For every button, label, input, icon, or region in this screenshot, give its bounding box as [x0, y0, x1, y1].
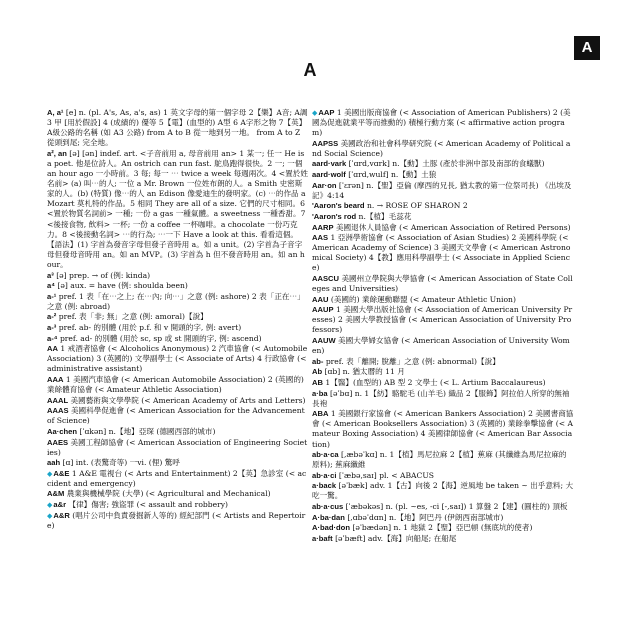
entry-definition: 1 美國出版商協會 (< Association of American Publishers) 2 (美國為促進就業平等而推動的) 積極行動方案 (< affirmative action program) — [312, 108, 571, 138]
entry-headword: A·bad·don — [312, 523, 350, 533]
entry-headword: 'Aaron's beard — [312, 201, 365, 211]
dictionary-entry — [47, 108, 309, 148]
entry-headword: AAPSS — [312, 138, 339, 148]
entry-headword: a-² — [47, 312, 57, 322]
entry-headword: aard·wolf — [312, 170, 346, 180]
dictionary-entry — [47, 334, 309, 344]
entry-definition: [ˈæbə,saɪ] pl. < ABACUS — [338, 470, 434, 480]
entry-definition: (美國的) 業餘運動聯盟 (< Amateur Athletic Union) — [330, 294, 516, 304]
entry-headword: aah — [47, 458, 61, 468]
entry-definition: pref. ab- 的別體 (用於 p.f. 和 v 開頭的字, 例: avert) — [58, 322, 242, 332]
entry-headword: aard·vark — [312, 159, 347, 169]
dictionary-entry — [312, 481, 574, 501]
dictionary-entry — [312, 108, 574, 138]
entry-definition: [,ɑbəˈdɑn] n.【地】阿巴丹 (伊朗西南部城市) — [347, 512, 504, 522]
new-entry-marker-icon: ◆ — [47, 469, 53, 478]
new-entry-marker-icon: ◆ — [312, 109, 318, 117]
dictionary-entry — [312, 513, 574, 523]
dictionary-entry — [312, 367, 574, 377]
dictionary-entry — [47, 149, 309, 270]
right-column — [312, 108, 574, 608]
entry-definition: 美國退休人員協會 (< American Association of Retired Persons) — [335, 222, 571, 232]
entry-headword: AA — [47, 344, 58, 354]
entry-headword: AAES — [47, 437, 69, 447]
entry-headword: AAP — [318, 108, 335, 117]
dictionary-entry — [47, 344, 309, 374]
entry-definition: pref. 表「離開; 脫離」之意 (例: abnormal)【說】 — [325, 356, 500, 366]
entry-headword: a³ — [47, 270, 54, 280]
dictionary-entry — [312, 139, 574, 159]
entry-headword: ab·a·ca — [312, 450, 339, 460]
entry-headword: A&M — [47, 489, 65, 499]
dictionary-entry — [312, 534, 574, 544]
entry-definition: 【律】傷害; 強盜罪 (< assault and robbery) — [68, 500, 228, 510]
entry-definition: 1 美國大學出版社協會 (< Association of American University Presses) 2 美國大學教授協會 (< American Association of University Professors) — [312, 305, 573, 335]
entry-headword: a-¹ — [47, 291, 57, 301]
entry-definition: [ə] prep. → of (例: kinda) — [56, 270, 151, 280]
entry-definition: 1 美國銀行家協會 (< American Bankers Association) 2 美國書商協會 (< American Booksellers Association) 3 (英國的) 業餘拳擊協會 (< Amateur Boxing Association) 4 美國律師協會 (< American Bar Association) — [312, 409, 574, 449]
entry-headword: a·ba — [312, 388, 328, 398]
dictionary-entry — [47, 500, 309, 510]
entry-headword: a⁴ — [47, 281, 55, 291]
entry-definition: [,æbəˈkɑ] n. 1【植】馬尼拉麻 2【植】蕉麻 (其纖維為馬尼拉麻的原料); 蕉麻纖維 — [312, 450, 567, 470]
entry-definition: 美國工程師協會 (< American Association of Engineering Societies) — [47, 437, 308, 457]
dictionary-entry — [312, 450, 574, 470]
dictionary-entry — [312, 170, 574, 180]
dictionary-entry — [312, 502, 574, 512]
entry-definition: (唱片公司中負責發掘新人等的) 經紀部門 (< Artists and Repertoire) — [47, 510, 306, 530]
entry-definition: 美國科學促進會 (< American Association for the Advancement of Science) — [47, 406, 305, 426]
dictionary-entry — [47, 312, 309, 322]
entry-definition: [ɑ] int. (表驚奇等) 一vi. (俚) 驚呼 — [62, 458, 180, 468]
entry-definition: [ɑb] n. 猶太曆的 11 月 — [324, 367, 405, 377]
entry-headword: AARP — [312, 222, 334, 232]
entry-definition: [ˈɑrd,vɑrk] n.【動】土豚 (產於非洲中部及南部的食蟻獸) — [348, 159, 545, 169]
dictionary-entry — [47, 292, 309, 312]
entry-headword: a-⁴ — [47, 333, 58, 343]
entry-headword: ABA — [312, 409, 329, 419]
dictionary-entry — [312, 389, 574, 409]
entry-headword: ab·a·cus — [312, 502, 344, 512]
entry-definition: [ˈɑrd,wulf] n.【動】土狼 — [348, 170, 437, 180]
dictionary-entry — [47, 281, 309, 291]
entry-definition: 1 A&E 電視台 (< Arts and Entertainment) 2【英】急診室 (< accident and emergency) — [47, 468, 307, 488]
entry-definition: 農業與機械學院 (大學) (< Agricultural and Mechanical) — [66, 489, 271, 499]
dictionary-entry — [312, 378, 574, 388]
entry-definition: [əˈbæft] adv.【海】向船尾; 在船尾 — [335, 533, 457, 543]
entry-definition: 美國政治和社會科學研究院 (< American Academy of Political and Social Science) — [312, 138, 571, 158]
dictionary-entry — [312, 223, 574, 233]
dictionary-entry — [47, 458, 309, 468]
entry-definition: pref. 表「非; 無」之意 (例: amoral)【說】 — [58, 312, 208, 322]
entry-definition: 1【醫】(血型的) AB 型 2 文學士 (< L. Artium Baccalaureus) — [325, 377, 546, 387]
entry-headword: AAUP — [312, 305, 334, 315]
dictionary-entry — [47, 375, 309, 395]
entry-headword: a·back — [312, 481, 337, 491]
dictionary-entry — [47, 489, 309, 499]
entry-headword: AAUW — [312, 336, 336, 346]
entry-headword: a&r — [53, 500, 67, 510]
entry-headword: Ab — [312, 367, 323, 377]
dictionary-entry — [312, 305, 574, 335]
new-entry-marker-icon: ◆ — [47, 501, 53, 510]
entry-definition: 美國州立學院與大學協會 (< American Association of State Colleges and Universities) — [312, 274, 573, 294]
new-entry-marker-icon: ◆ — [47, 511, 53, 520]
thumb-index-tab: A — [574, 36, 600, 60]
dictionary-entry — [312, 159, 574, 169]
entry-headword: ab·a·ci — [312, 470, 337, 480]
entry-definition: [ˈæbəkəs] n. (pl. ~es, -ci [-,saɪ]) 1 算盤 2【建】(圓柱的) 頂板 — [345, 502, 568, 512]
dictionary-entry — [47, 323, 309, 333]
dictionary-entry — [47, 396, 309, 406]
dictionary-entry — [312, 212, 574, 222]
dictionary-entry — [312, 233, 574, 273]
section-letter-heading: A — [303, 60, 317, 80]
entry-headword: A·ba·dan — [312, 512, 345, 522]
dictionary-entry — [47, 271, 309, 281]
entry-definition: 1 美國汽車協會 (< American Automobile Association) 2 (英國的) 業餘體育協會 (< Amateur Athletic Association) — [47, 374, 304, 395]
entry-headword: A, a¹ — [47, 108, 64, 117]
dictionary-entry — [312, 295, 574, 305]
dictionary-entry — [312, 336, 574, 356]
left-column — [47, 108, 309, 608]
entry-headword: a-³ — [47, 322, 57, 332]
entry-definition: n. → ROSE OF SHARON 2 — [367, 201, 468, 211]
dictionary-entry — [312, 274, 574, 294]
entry-definition: [ˈɛrən] n.【聖】亞倫 (摩西的兄長, 猶太教的第一位祭司長) 《出埃及記》4:14 — [312, 180, 572, 200]
entry-headword: Aa·chen — [47, 426, 77, 436]
entry-definition: 美國大學婦女協會 (< American Association of University Women) — [312, 336, 570, 356]
entry-headword: a², an — [47, 148, 67, 158]
entry-definition: [ˈɑkən] n.【地】亞琛 (德國西部的城市) — [79, 426, 216, 436]
entry-headword: AAU — [312, 294, 329, 304]
dictionary-entry — [312, 523, 574, 533]
entry-headword: A&E — [53, 468, 70, 478]
dictionary-entry — [312, 201, 574, 211]
entry-headword: A&R — [53, 510, 70, 520]
entry-headword: AB — [312, 377, 323, 387]
entry-definition: [ə] aux. = have (例: shoulda been) — [57, 281, 188, 291]
entry-definition: 1 亞洲學術協會 (< Association of Asian Studies) 2 美國科學院 (< American Academy of Science) 3 美國天文學會 (< American Astronomical Society) 4【教】應用科學副學士 (< Associate in Applied Science) — [312, 233, 571, 273]
dictionary-entry — [47, 427, 309, 437]
entry-headword: AAS — [312, 233, 329, 243]
dictionary-entry — [47, 469, 309, 489]
entry-definition: 美國藝術與文學學院 (< American Academy of Arts and Letters) — [70, 395, 306, 405]
dictionary-entry — [312, 471, 574, 481]
entry-headword: Aar·on — [312, 180, 337, 190]
entry-definition: [əˈbæk] adv. 1【古】向後 2【海】逆風地 be taken ~ 出乎意料; 大吃一驚。 — [312, 481, 574, 501]
entry-definition: [e] n. (pl. A's, As, a's, as) 1 英文字母的第一個字母 2【樂】A音; A調 3 甲 [用於假設] 4 (成績的) 優等 5【電】(血型的) A型 6 A字形之物 7【英】A級公路的名稱 (如 A3 公路) from A to B 從一地到另一地。 from A to Z 從頭到尾; 完全地。 — [47, 108, 308, 148]
entry-definition: [əˈbɑ] n. 1【紡】駱駝毛 (山羊毛) 織品 2【服飾】阿拉伯人所穿的無袖長袍 — [312, 388, 570, 408]
dictionary-entry — [47, 406, 309, 426]
entry-headword: a·baft — [312, 533, 333, 543]
dictionary-entry — [312, 181, 574, 201]
entry-headword: AAAS — [47, 406, 69, 416]
entry-headword: ab- — [312, 356, 324, 366]
dictionary-entry — [47, 511, 309, 531]
dictionary-entry — [47, 438, 309, 458]
entry-headword: AAAL — [47, 395, 69, 405]
entry-definition: n.【植】毛蕊花 — [358, 211, 412, 221]
entry-definition: [ə] [ən] indef. art. <子音前用 a, 母音前用 an> 1 某一; 任一 He is a poet. 他是位詩人。An ostrich can run fast. 鴕鳥跑得很快。2 一; 一個 an hour ago 一小時前。3 每; 每一 ⋯ twice a week 每週兩次。4 <置於姓名前> (a) 叫⋯的人; 一位 a Mr. Brown 一位姓布朗的人。a Smith 史密斯家的人。(b) (特質) 像⋯的人 an Edison 像愛迪生的發明家。(c) ⋯的作品 a Mozart 莫札特的作品。5 相同 They are all of a size. 它們的尺寸相同。6 <置於物質名詞前> 一種; 一份 a gas 一種氣體。a sweetness 一種香甜。7 <後接食物, 飲料> 一杯; 一份 a coffee 一杯咖啡。a chocolate 一份巧克力。8 <後接動名詞> ⋯的行為; ⋯一下 Have a look at this. 看看這個。【語法】(1) 字首為發音字母但發子音時用 a。如 a unit。(2) 字首為子音字母但發母音時用 an。如 an MVP。(3) 字首為 h 但不發音時用 an。如 an hour。 — [47, 148, 308, 269]
entry-headword: 'Aaron's rod — [312, 211, 357, 221]
entry-headword: AAA — [47, 374, 64, 384]
entry-definition: pref. 1 表「在⋯之上; 在⋯內; 向⋯」之意 (例: ashore) 2 表「正在⋯」之意 (例: abroad) — [47, 291, 305, 311]
entry-definition: pref. ad- 的別體 (用於 sc, sp 或 st 開頭的字, 例: ascend) — [59, 333, 262, 343]
dictionary-entry — [312, 409, 574, 449]
entry-definition: [əˈbædən] n. 1 地獄 2【聖】亞巴頓 (無底坑的使者) — [352, 523, 533, 533]
entry-headword: AASCU — [312, 274, 340, 283]
dictionary-entry — [312, 357, 574, 367]
entry-definition: 1 戒酒者協會 (< Alcoholics Anonymous) 2 汽車協會 (< Automobile Association) 3 (英國的) 文學副學士 (< Associate of Arts) 4 行政協會 (< administrative assistant) — [47, 344, 308, 374]
